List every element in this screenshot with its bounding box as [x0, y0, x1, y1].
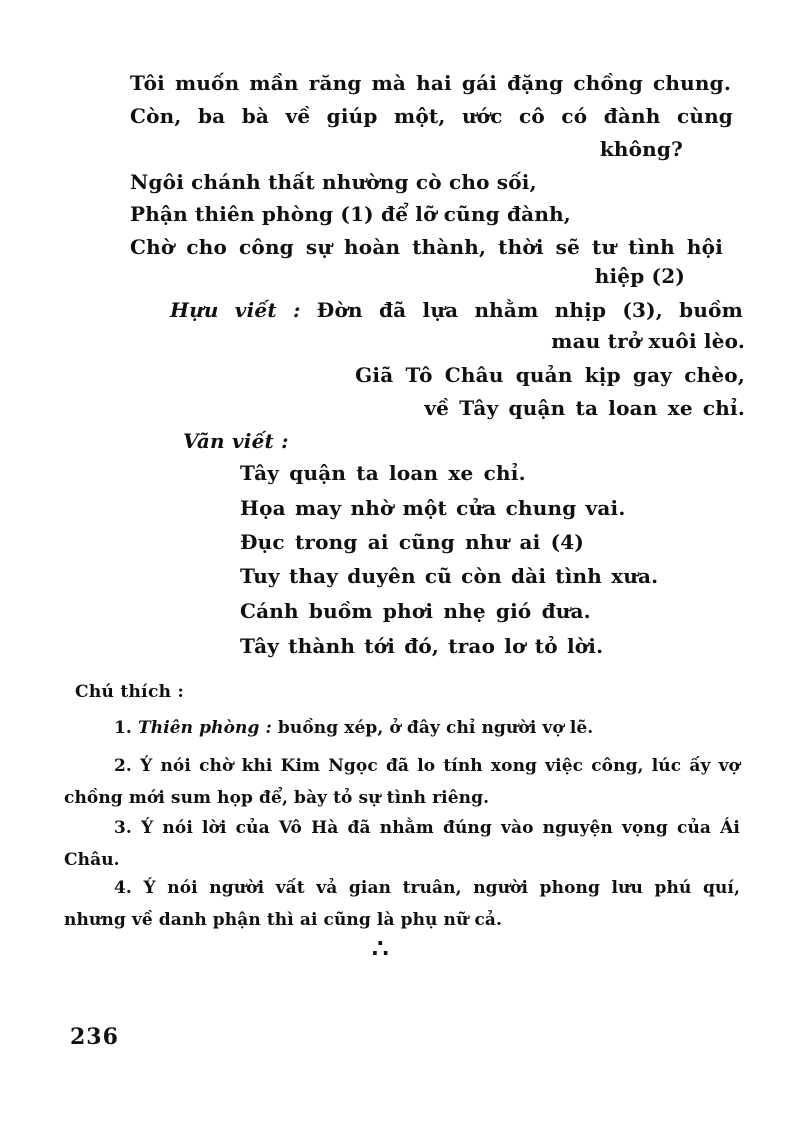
van-viet-line-3: Đục trong ai cũng như ai (4): [240, 530, 585, 554]
huu-viet-text: Đờn đã lựa nhằm nhịp (3), buồm: [316, 298, 743, 322]
footnote-1: [64, 712, 740, 744]
van-viet-line-4: Tuy thay duyên cũ còn dài tình xưa.: [240, 564, 659, 588]
verse-line-5: Chờ cho công sự hoàn thành, thời sẽ tư tình hội: [130, 235, 723, 259]
footnote-1-text: buồng xép, ở đây chỉ người vợ lẽ.: [277, 718, 594, 738]
footnote-1-term: Thiên phòng :: [137, 718, 272, 738]
footnotes-header: Chú thích :: [75, 682, 185, 702]
van-viet-line-1: Tây quận ta loan xe chỉ.: [240, 461, 526, 485]
verse-line-1: Tôi muốn mần răng mà hai gái đặng chồng chung.: [130, 71, 731, 95]
huu-viet-line-1: [170, 297, 743, 324]
verse-line-2: Còn, ba bà về giúp một, ước cô có đành cùng: [130, 104, 733, 128]
verse-line-4: Phận thiên phòng (1) để lỡ cũng đành,: [130, 202, 571, 226]
van-viet-line-6: Tây thành tới đó, trao lơ tỏ lời.: [240, 634, 604, 658]
van-viet-line-5: Cánh buồm phơi nhẹ gió đưa.: [240, 599, 591, 623]
footnote-1-number: 1.: [114, 718, 132, 738]
huu-viet-line-2: Giã Tô Châu quản kịp gay chèo,: [355, 363, 745, 387]
verse-line-5-continuation: hiệp (2): [594, 264, 685, 288]
verse-line-2-continuation: không?: [599, 137, 683, 161]
verse-line-3: Ngôi chánh thất nhường cò cho sối,: [130, 170, 537, 194]
van-viet-line-2: Họa may nhờ một cửa chung vai.: [240, 496, 626, 520]
van-viet-label: Vãn viết :: [183, 429, 289, 453]
footnote-4: 4. Ý nói người vất vả gian truân, người phong lưu phú quí, nhưng về danh phận thì ai cũng là phụ nữ cả.: [64, 878, 740, 930]
section-end-ornament: ∴: [372, 934, 390, 964]
huu-viet-label: Hựu viết :: [170, 298, 301, 322]
footnote-3: 3. Ý nói lời của Vô Hà đã nhằm đúng vào nguyện vọng của Ái Châu.: [64, 818, 740, 870]
page-number: 236: [70, 1024, 119, 1050]
footnote-2: 2. Ý nói chờ khi Kim Ngọc đã lo tính xong việc công, lúc ấy vợ chồng mới sum họp để, bày tỏ sự tình riêng.: [64, 756, 740, 808]
huu-viet-line-1-continuation: mau trở xuôi lèo.: [551, 329, 745, 353]
huu-viet-line-3: về Tây quận ta loan xe chỉ.: [424, 396, 745, 420]
